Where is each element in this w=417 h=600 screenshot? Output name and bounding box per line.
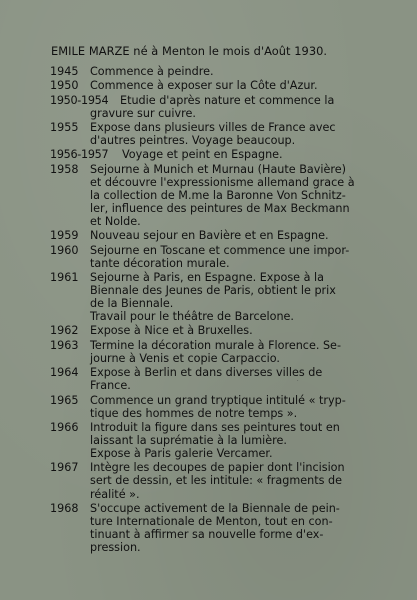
entry-text [50,366,375,392]
chronology-entry [50,229,375,242]
entry-line: laissant la suprématie à la lumière. [90,433,287,447]
chronology-entry [50,461,375,500]
entry-line: sert de dessin, et les intitule: « fragments de [90,474,342,488]
entry-text [50,394,375,420]
entry-line: Sejourne à Munich et Murnau (Haute Bavière) [90,162,346,176]
entry-line: Sejourne à Paris, en Espagne. Expose à la [90,270,324,284]
chronology-entry [50,394,375,420]
entry-year: 1945 [50,65,79,78]
entry-year: 1966 [50,420,79,434]
entry-year: 1958 [50,162,79,176]
entry-line: réalité ». [90,487,140,501]
entry-text [50,79,375,92]
chronology-entry [50,148,375,161]
entry-line: Voyage et peint en Espagne. [122,148,283,162]
entry-year: 1965 [50,393,79,407]
entry-text [50,121,375,147]
entry-year: 1968 [50,501,79,515]
chronology-entry [50,65,375,78]
chronology-entry [50,324,375,337]
entry-line: pression. [90,541,141,555]
entry-line: Intègre les decoupes de papier dont l'incision [90,461,345,475]
chronology-entry [50,366,375,392]
entry-year: 1950-1954 [50,93,109,107]
chronology-entry [50,163,375,228]
entry-line: Travail pour le théâtre de Barcelone. [90,310,294,324]
entry-line: Expose dans plusieurs villes de France avec [90,120,336,134]
chronology-entry [50,421,375,460]
entry-line: tante décoration murale. [90,256,230,270]
print-speck: · [297,378,299,384]
entry-text [50,502,375,554]
chronology-entry [50,339,375,365]
entry-year: 1967 [50,461,79,475]
entry-line: France. [90,379,131,393]
entry-year: 1961 [50,270,79,284]
chronology-entry [50,79,375,92]
entry-line: Nouveau sejour en Bavière et en Espagne. [90,229,329,243]
chronology-entry [50,244,375,270]
entry-year: 1963 [50,338,79,352]
entry-line: Commence à peindre. [90,65,214,78]
entry-text [50,271,375,323]
entry-line: S'occupe activement de la Biennale de pein- [90,501,340,515]
entry-line: d'autres peintres. Voyage beaucoup. [90,134,296,148]
entry-text [50,65,375,78]
entry-line: Expose à Paris galerie Vercamer. [90,447,273,461]
entry-year: 1955 [50,120,79,134]
entry-text [50,324,375,337]
entry-text [50,421,375,460]
entry-line: Biennale des Jeunes de Paris, obtient le prix [90,284,336,297]
entry-line: et découvre l'expressionisme allemand grace à [90,175,355,189]
entry-line: la collection de M.me la Baronne Von Schnitz- [90,188,346,202]
biography-heading: EMILE MARZE né à Menton le mois d'Août 1930. [51,44,328,58]
entry-line: gravure sur cuivre. [90,106,196,120]
chronology-entry [50,271,375,323]
entry-line: ture Internationale de Menton, tout en con- [90,514,333,528]
entry-line: et Nolde. [90,214,141,228]
entry-year: 1960 [50,243,79,257]
chronology-entry [50,94,375,120]
chronology-entry [50,121,375,147]
entry-line: journe à Venis et copie Carpaccio. [90,351,280,365]
entry-text [50,163,375,228]
entry-text [50,461,375,500]
entry-line: Sejourne en Toscane et commence une impor- [90,243,350,257]
chronology-list [50,65,375,555]
entry-line: tinuant à affirmer sa nouvelle forme d'ex- [90,528,324,541]
entry-year: 1950 [50,79,79,93]
entry-text [50,229,375,242]
entry-year: 1962 [50,324,79,338]
entry-line: de la Biennale. [90,297,174,311]
chronology-entry [50,502,375,554]
entry-line: Introduit la figure dans ses peintures tout en [90,420,340,434]
entry-line: Etudie d'après nature et commence la [120,93,335,107]
entry-text [50,244,375,270]
entry-year: 1964 [50,366,79,380]
entry-text [50,339,375,365]
entry-line: Expose à Berlin et dans diverses villes de [90,366,323,380]
entry-year: 1956-1957 [50,148,109,162]
entry-line: Commence un grand tryptique intitulé « tryp- [90,393,346,407]
entry-year: 1959 [50,229,79,243]
entry-line: Expose à Nice et à Bruxelles. [90,324,253,338]
entry-line: Commence à exposer sur la Côte d'Azur. [90,79,318,93]
entry-line: tique des hommes de notre temps ». [90,406,298,420]
entry-line: ler, influence des peintures de Max Beckmann [90,201,350,215]
entry-line: Termine la décoration murale à Florence. Se- [90,338,341,352]
